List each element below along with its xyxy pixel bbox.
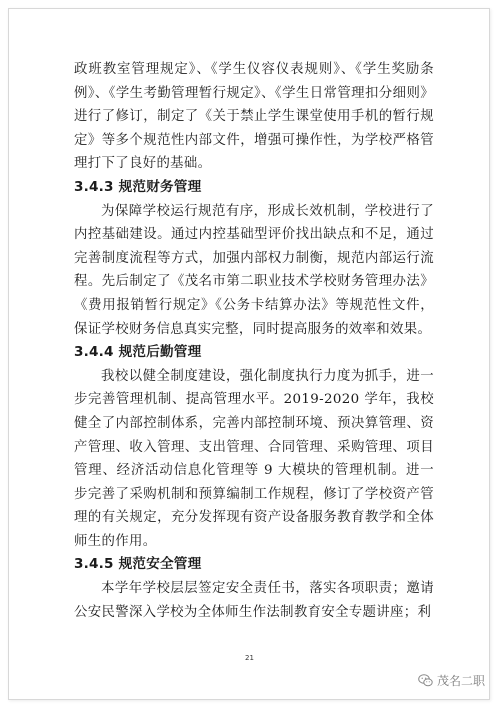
heading-logistics-management: 3.4.4 规范后勤管理 [74, 344, 202, 361]
watermark-text: 茂名二职 [436, 674, 485, 688]
wechat-watermark [418, 672, 485, 689]
wechat-icon [418, 674, 433, 687]
page-content [74, 58, 434, 624]
paragraph-logistics-management: 我校以健全制度建设，强化制度执行力度为抓手，进一步完善管理机制、提高管理水平。2019-2020 学年，我校健全了内部控制体系，完善内部控制环境、预决算管理、资产管理、收入管理、支出管理、合同管理、采购管理、项目管理、经济活动信息化管理等 9 大模块的管理机制。进一步完善了采购机制和预算编制工作规程，修订了学校资产管理的有关规定，充分发挥现有资产设备服务教育教学和全体师生的作用。 [74, 368, 434, 549]
heading-safety-management: 3.4.5 规范安全管理 [74, 556, 202, 573]
paragraph-finance-management: 为保障学校运行规范有序，形成长效机制，学校进行了内控基础建设。通过内控基础型评价找出缺点和不足，通过完善制度流程等方式，加强内部权力制衡，规范内部运行流程。先后制定了《茂名市第二职业技术学校财务管理办法》《费用报销暂行规定》《公务卡结算办法》等规范性文件，保证学校财务信息真实完整，同时提高服务的效率和效果。 [74, 203, 434, 337]
paragraph-student-rules: 政班教室管理规定》、《学生仪容仪表规则》、《学生奖励条例》、《学生考勤管理暂行规定》、《学生日常管理扣分细则》进行了修订，制定了《关于禁止学生课堂使用手机的暂行规定》等多个规范性内部文件，增强可操作性，为学校严格管理打下了良好的基础。 [74, 62, 434, 172]
page-number: 21 [245, 654, 254, 662]
paragraph-safety-management: 本学年学校层层签定安全责任书，落实各项职责；邀请公安民警深入学校为全体师生作法制教育安全专题讲座；利 [74, 581, 434, 620]
heading-finance-management: 3.4.3 规范财务管理 [74, 178, 202, 195]
